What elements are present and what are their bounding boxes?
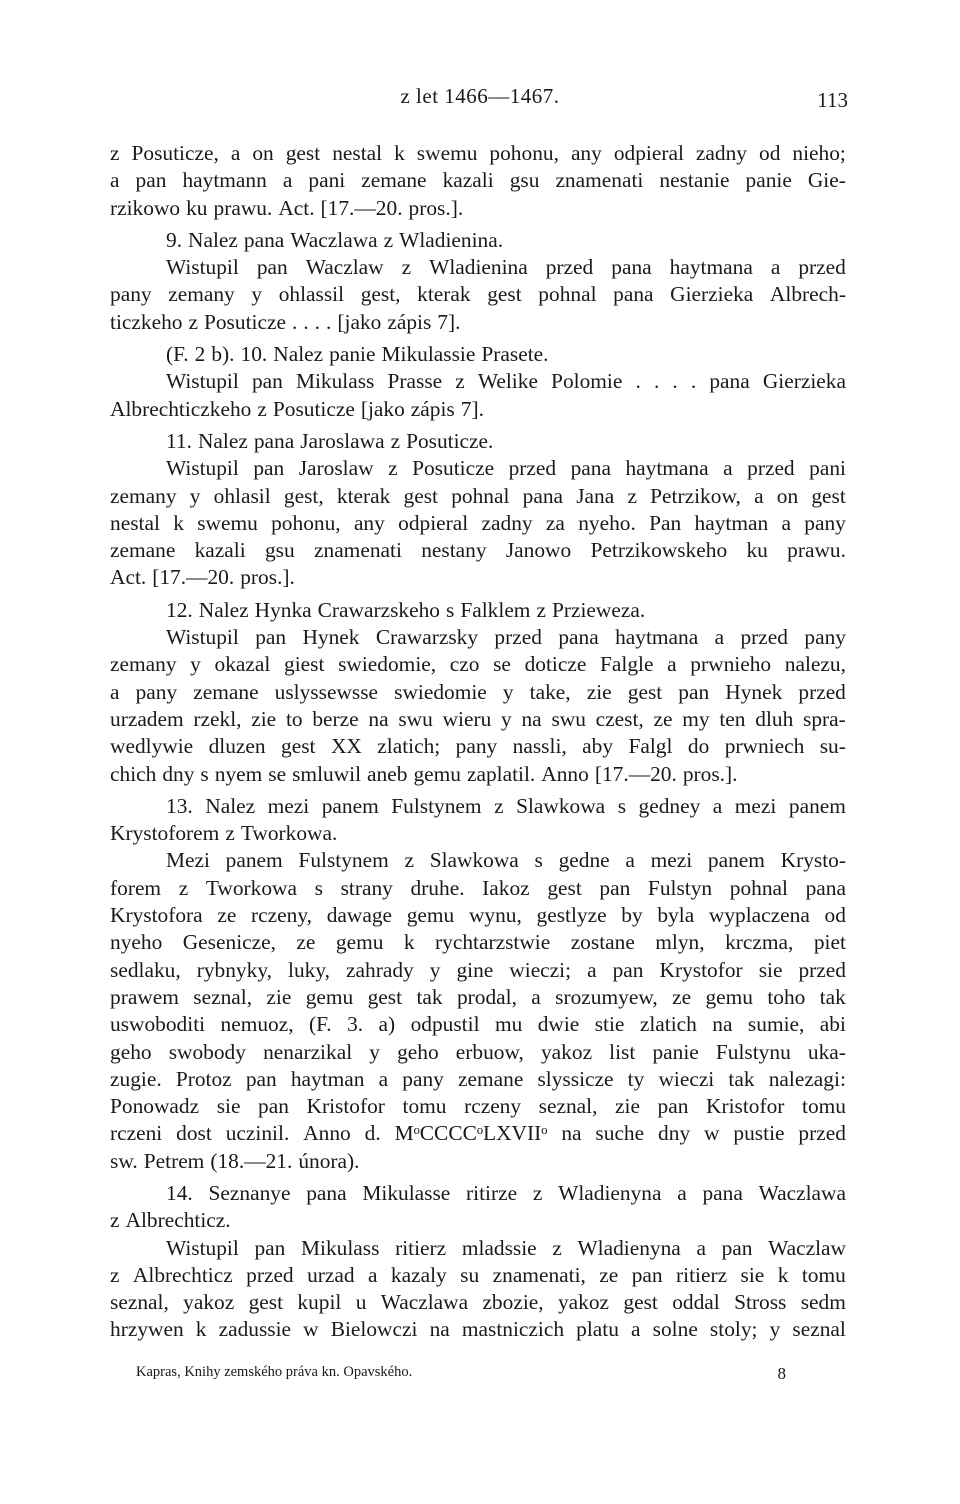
- text-line: Albrechticzkeho z Posuticze [jako zápis 7].: [110, 396, 484, 421]
- text-line: zemane kazali gsu znamenati nestany Janowo Petrzikowskeho ku prawu.: [110, 538, 846, 563]
- text-line: z Albrechticz.: [110, 1208, 231, 1233]
- text-line: zemany y ohlasil gest, kterak gest pohnal pana Jana z Petrzikow, a on gest: [110, 483, 846, 508]
- footer-signature: Kapras, Knihy zemského práva kn. Opavského.: [136, 1364, 413, 1380]
- text-line: Wistupil pan Mikulass Prasse z Welike Polomie . . . . pana Gierzieka: [166, 369, 846, 394]
- text-line: z Posuticze, a on gest nestal k swemu pohonu, any odpieral zadny od nieho;: [110, 141, 846, 165]
- text-line: (F. 2 b). 10. Nalez panie Mikulassie Prasete.: [166, 342, 549, 367]
- text-line: chich dny s nyem se smluwil aneb gemu zaplatil. Anno [17.—20. pros.].: [110, 761, 738, 786]
- text-line: rczeni dost uczinil. Anno d. MᵒCCCCᵒLXVIIᵒ na suche dny w pustie przed: [110, 1121, 846, 1146]
- page-number: 113: [817, 88, 848, 112]
- text-line: z Albrechticz przed urzad a kazaly su znamenati, ze pan ritierz sie k tomu: [110, 1262, 846, 1287]
- sheet-number: 8: [777, 1364, 786, 1383]
- body-text: [110, 140, 846, 1344]
- footer: [136, 1364, 786, 1384]
- text-line: Wistupil pan Jaroslaw z Posuticze przed pana haytmana a przed pani: [166, 456, 846, 481]
- text-line: wedlywie dluzen gest XX zlatich; pany nassli, aby Falgl do prwniech su-: [110, 734, 846, 759]
- text-line: urzadem rzekl, zie to berze na swu wieru y na swu czest, ze my ten dluh spra-: [110, 706, 846, 731]
- text-line: sedlaku, rybnyky, luky, zahrady y gine wieczi; a pan Krystofor sie przed: [110, 957, 846, 982]
- text-line: nestal k swemu pohonu, any odpieral zadny za nyeho. Pan haytman a pany: [110, 510, 846, 535]
- text-line: forem z Tworkowa s strany druhe. Iakoz gest pan Fulstyn pohnal pana: [110, 875, 846, 900]
- text-line: zemany y okazal giest swiedomie, czo se doticze Falgle a prwnieho nalezu,: [110, 652, 846, 677]
- text-line: Wistupil pan Mikulass ritierz mladssie z Wladienyna a pan Waczlaw: [166, 1235, 846, 1260]
- text-line: hrzywen k zadussie w Bielowczi na mastniczich platu a solne stoly; y seznal: [110, 1317, 846, 1342]
- text-line: pany zemany y ohlassil gest, kterak gest pohnal pana Gierzieka Albrech-: [110, 282, 846, 307]
- text-line: Wistupil pan Hynek Crawarzsky przed pana haytmana a przed pany: [166, 625, 846, 650]
- text-line: Act. [17.—20. pros.].: [110, 565, 295, 590]
- text-line: rzikowo ku prawu. Act. [17.—20. pros.].: [110, 195, 464, 220]
- text-line: prawem seznal, zie gemu gest tak prodal, a srozumyew, ze gemu toho tak: [110, 984, 846, 1009]
- text-line: geho swobody nenarzikal y geho erbuow, yakoz list panie Fulstynu uka-: [110, 1039, 846, 1064]
- text-line: Krystofora ze rczeny, dawage gemu wynu, gestlyze by byla wyplaczena od: [110, 903, 846, 928]
- text-line: Wistupil pan Waczlaw z Wladienina przed pana haytmana a przed: [166, 255, 846, 280]
- text-line: a pany zemane uslyssewsse swiedomie y take, zie gest pan Hynek przed: [110, 679, 846, 704]
- text-line: Mezi panem Fulstynem z Slawkowa s gedne a mezi panem Krysto-: [166, 848, 846, 873]
- text-line: 14. Seznanye pana Mikulasse ritirze z Wladienyna a pana Waczlawa: [166, 1180, 846, 1205]
- text-line: 13. Nalez mezi panem Fulstynem z Slawkowa s gedney a mezi panem: [166, 793, 846, 818]
- text-line: a pan haytmann a pani zemane kazali gsu znamenati nestanie panie Gie-: [110, 168, 846, 193]
- text-line: 12. Nalez Hynka Crawarzskeho s Falklem z Przieweza.: [166, 597, 646, 622]
- text-line: 9. Nalez pana Waczlawa z Wladienina.: [166, 227, 504, 252]
- text-line: seznal, yakoz gest kupil u Waczlawa zbozie, yakoz gest oddal Stross sedm: [110, 1290, 846, 1315]
- text-line: zugie. Protoz pan haytman a pany zemane slyssicze ty wieczi tak nalezagi:: [110, 1066, 846, 1091]
- text-line: nyeho Gesenicze, ze gemu k rychtarzstwie zostane mlyn, krczma, piet: [110, 930, 846, 955]
- text-line: uswoboditi nemuoz, (F. 3. a) odpustil mu dwie stie zlatich na sumie, abi: [110, 1012, 846, 1037]
- text-line: 11. Nalez pana Jaroslawa z Posuticze.: [166, 428, 494, 453]
- text-line: Ponowadz sie pan Kristofor tomu rczeny seznal, zie pan Kristofor tomu: [110, 1094, 846, 1119]
- text-line: ticzkeho z Posuticze . . . . [jako zápis 7].: [110, 309, 461, 334]
- running-head: z let 1466—1467.: [400, 84, 560, 108]
- text-line: Krystoforem z Tworkowa.: [110, 821, 338, 846]
- text-line: sw. Petrem (18.—21. února).: [110, 1148, 360, 1173]
